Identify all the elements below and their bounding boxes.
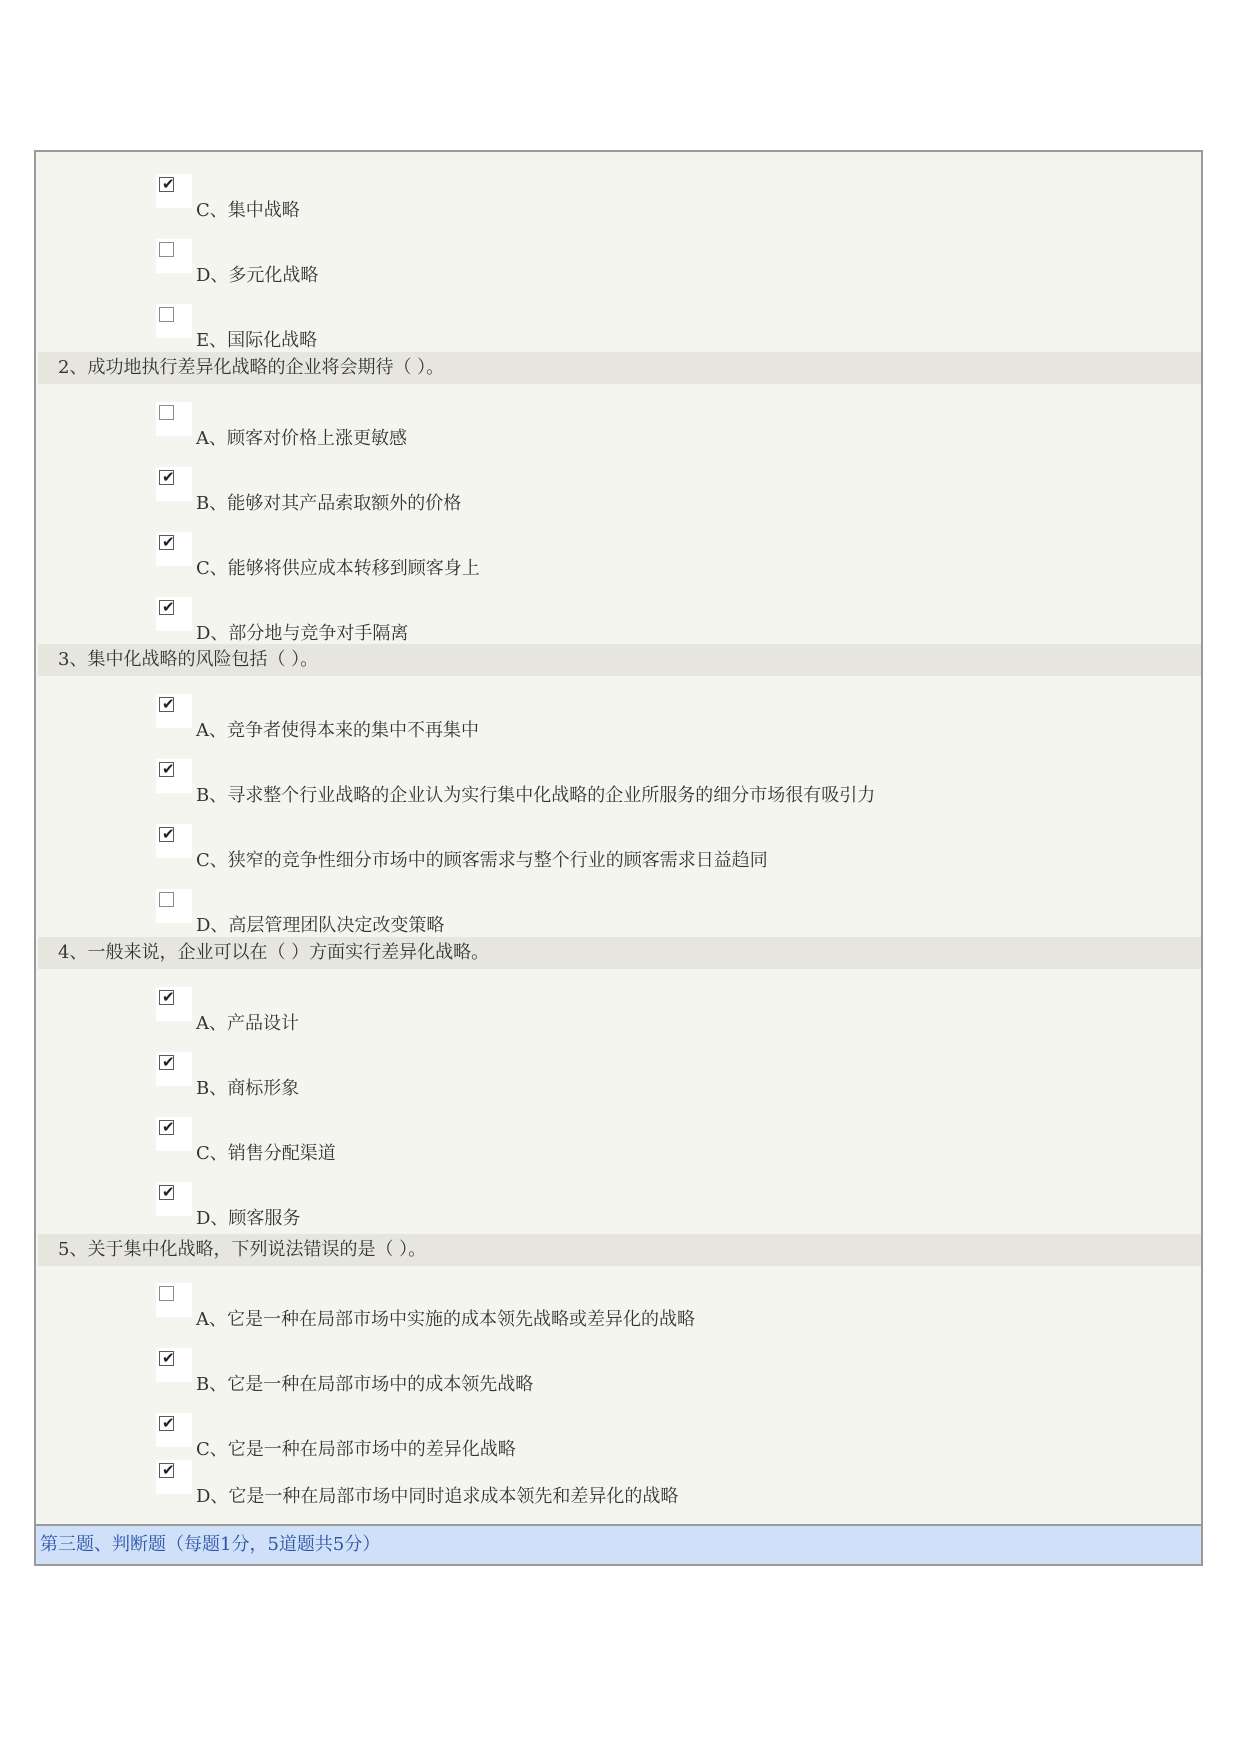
checkbox[interactable] [156, 239, 192, 273]
checkbox[interactable] [156, 402, 192, 436]
checkbox[interactable] [156, 174, 192, 208]
checkbox-unchecked-icon [159, 242, 174, 257]
checkbox-unchecked-icon [159, 307, 174, 322]
q3-option-c[interactable] [36, 818, 1201, 883]
checkbox-checked-icon: ✔ [159, 990, 174, 1005]
checkbox[interactable] [156, 597, 192, 631]
checkbox[interactable] [156, 889, 192, 923]
q5-option-b[interactable] [36, 1342, 1201, 1407]
checkbox[interactable] [156, 304, 192, 338]
checkbox[interactable] [156, 694, 192, 728]
q4-option-c[interactable] [36, 1111, 1201, 1176]
option-label: D、顾客服务 [196, 1208, 301, 1229]
checkbox[interactable] [156, 1460, 192, 1494]
option-label: A、产品设计 [196, 1013, 299, 1034]
question-4-header [38, 937, 1201, 969]
question-3-header [38, 644, 1201, 676]
checkbox-checked-icon: ✔ [159, 470, 174, 485]
option-label: B、商标形象 [196, 1078, 300, 1099]
option-label: C、集中战略 [196, 200, 300, 221]
question-text: 2、成功地执行差异化战略的企业将会期待（ ）。 [58, 357, 445, 378]
checkbox-checked-icon: ✔ [159, 600, 174, 615]
option-label: D、多元化战略 [196, 265, 319, 286]
checkbox-checked-icon: ✔ [159, 1351, 174, 1366]
checkbox-checked-icon: ✔ [159, 697, 174, 712]
q5-option-a[interactable] [36, 1277, 1201, 1342]
question-text: 5、关于集中化战略，下列说法错误的是（ ）。 [58, 1239, 427, 1260]
checkbox[interactable] [156, 1117, 192, 1151]
checkbox-checked-icon: ✔ [159, 762, 174, 777]
option-label: C、狭窄的竞争性细分市场中的顾客需求与整个行业的顾客需求日益趋同 [196, 850, 768, 871]
checkbox[interactable] [156, 1182, 192, 1216]
question-5-header [38, 1234, 1201, 1266]
checkbox-unchecked-icon [159, 405, 174, 420]
q3-option-b[interactable] [36, 753, 1201, 818]
q4-option-a[interactable] [36, 981, 1201, 1046]
q4-option-d[interactable] [36, 1176, 1201, 1241]
option-label: D、它是一种在局部市场中同时追求成本领先和差异化的战略 [196, 1486, 679, 1507]
checkbox[interactable] [156, 1052, 192, 1086]
option-label: A、它是一种在局部市场中实施的成本领先战略或差异化的战略 [196, 1309, 695, 1330]
option-label: B、它是一种在局部市场中的成本领先战略 [196, 1374, 534, 1395]
option-label: A、竞争者使得本来的集中不再集中 [196, 720, 479, 741]
q2-option-c[interactable] [36, 526, 1201, 591]
q2-option-a[interactable] [36, 396, 1201, 461]
checkbox-checked-icon: ✔ [159, 1463, 174, 1478]
checkbox-unchecked-icon [159, 892, 174, 907]
q1-option-c[interactable] [36, 168, 1201, 233]
checkbox[interactable] [156, 1283, 192, 1317]
checkbox[interactable] [156, 1413, 192, 1447]
question-2-header [38, 352, 1201, 384]
option-label: E、国际化战略 [196, 330, 318, 351]
checkbox[interactable] [156, 467, 192, 501]
checkbox[interactable] [156, 987, 192, 1021]
checkbox-unchecked-icon [159, 1286, 174, 1301]
checkbox-checked-icon: ✔ [159, 1120, 174, 1135]
question-text: 3、集中化战略的风险包括（ ）。 [58, 649, 319, 670]
checkbox-checked-icon: ✔ [159, 1416, 174, 1431]
option-label: D、部分地与竞争对手隔离 [196, 623, 409, 644]
checkbox[interactable] [156, 532, 192, 566]
option-label: A、顾客对价格上涨更敏感 [196, 428, 407, 449]
q5-option-d[interactable] [36, 1454, 1201, 1519]
quiz-panel [34, 150, 1203, 1566]
option-label: D、高层管理团队决定改变策略 [196, 915, 445, 936]
section-header [36, 1524, 1201, 1564]
checkbox[interactable] [156, 759, 192, 793]
q4-option-b[interactable] [36, 1046, 1201, 1111]
option-label: C、它是一种在局部市场中的差异化战略 [196, 1439, 516, 1460]
option-label: B、寻求整个行业战略的企业认为实行集中化战略的企业所服务的细分市场很有吸引力 [196, 785, 876, 806]
checkbox-checked-icon: ✔ [159, 1185, 174, 1200]
q1-option-d[interactable] [36, 233, 1201, 298]
checkbox-checked-icon: ✔ [159, 177, 174, 192]
question-text: 4、一般来说，企业可以在（ ）方面实行差异化战略。 [58, 942, 490, 963]
q2-option-b[interactable] [36, 461, 1201, 526]
checkbox-checked-icon: ✔ [159, 535, 174, 550]
checkbox-checked-icon: ✔ [159, 827, 174, 842]
q3-option-a[interactable] [36, 688, 1201, 753]
checkbox[interactable] [156, 824, 192, 858]
checkbox[interactable] [156, 1348, 192, 1382]
option-label: C、能够将供应成本转移到顾客身上 [196, 558, 480, 579]
option-label: C、销售分配渠道 [196, 1143, 336, 1164]
checkbox-checked-icon: ✔ [159, 1055, 174, 1070]
section-title: 第三题、判断题（每题1分，5道题共5分） [40, 1534, 381, 1555]
option-label: B、能够对其产品索取额外的价格 [196, 493, 462, 514]
